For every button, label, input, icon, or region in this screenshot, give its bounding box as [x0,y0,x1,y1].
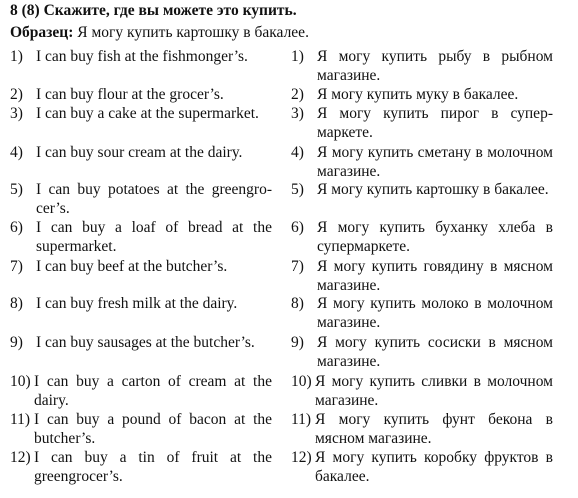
russian-item-11 [291,411,553,448]
item-number: 1) [10,48,23,65]
item-number: 4) [291,144,304,161]
item-number: 7) [291,258,304,275]
russian-item-5 [291,181,553,200]
item-number: 6) [10,219,23,236]
english-sentence: I can buy a cake at the supermarket. [36,105,259,122]
russian-item-12 [291,449,553,486]
english-sentence: I can buy flour at the grocer’s. [36,86,224,103]
item-number: 9) [10,334,23,351]
item-number: 12) [10,449,31,466]
item-number: 11) [291,411,312,428]
english-item-2 [10,86,272,105]
item-number: 7) [10,258,23,275]
russian-sentence: Я могу купить молоко в молочном магазине. [317,295,553,331]
english-item-4 [10,144,272,163]
russian-item-9 [291,334,553,371]
english-sentence: I can buy a carton of cream at the dairy. [34,373,272,409]
english-sentence: I can buy potatoes at the greengrocer’s. [36,181,272,217]
item-number: 4) [10,144,23,161]
item-number: 8) [291,295,304,312]
sample-text: Я могу купить картошку в бакалее. [77,24,309,41]
item-number: 3) [291,105,304,122]
item-number: 8) [10,295,23,312]
russian-sentence: Я могу купить сосиски в мясном магазине. [317,334,553,370]
english-item-1 [10,48,272,67]
russian-item-10 [291,373,553,410]
item-number: 6) [291,219,304,236]
english-sentence: I can buy sour cream at the dairy. [36,144,243,161]
english-item-10 [10,373,272,410]
russian-sentence: Я могу купить сливки в молочном магазине. [315,373,553,409]
russian-sentence: Я могу купить сметану в молочном магазине. [317,144,553,180]
russian-sentence: Я могу купить муку в бакалее. [317,86,519,103]
russian-item-7 [291,258,553,295]
russian-sentence: Я могу купить картошку в бакалее. [317,181,549,198]
english-sentence: I can buy fish at the fishmonger’s. [36,48,248,65]
english-sentence: I can buy a loaf of bread at the supermarket. [36,219,272,255]
english-item-8 [10,295,272,314]
english-item-5 [10,181,272,218]
russian-item-1 [291,48,553,85]
russian-sentence: Я могу купить пирог в супермаркете. [317,105,553,141]
english-sentence: I can buy sausages at the butcher’s. [36,334,255,351]
item-number: 2) [10,86,23,103]
sample-label: Образец: [10,24,74,41]
english-item-11 [10,411,272,448]
item-number: 1) [291,48,304,65]
english-item-7 [10,258,272,277]
russian-sentence: Я могу купить коробку фруктов в бакалее. [315,449,553,485]
item-number: 2) [291,86,304,103]
english-item-3 [10,105,272,124]
russian-item-3 [291,105,553,142]
russian-sentence: Я могу купить рыбу в рыбном магазине. [317,48,553,84]
english-sentence: I can buy beef at the butcher’s. [36,258,228,275]
english-sentence: I can buy a pound of bacon at the butcher’s. [34,411,272,447]
russian-sentence: Я могу купить буханку хлеба в супермаркете. [317,219,553,255]
item-number: 5) [291,181,304,198]
russian-item-8 [291,295,553,332]
russian-item-2 [291,86,553,105]
item-number: 11) [10,411,31,428]
item-number: 12) [291,449,312,466]
item-number: 10) [10,373,31,390]
item-number: 9) [291,334,304,351]
item-number: 3) [10,105,23,122]
exercise-heading: 8 (8) Скажите, где вы можете это купить. [10,2,297,19]
english-sentence: I can buy fresh milk at the dairy. [36,295,238,312]
russian-sentence: Я могу купить говядину в мясном магазине. [317,258,553,294]
russian-item-4 [291,144,553,181]
english-item-12 [10,449,272,486]
item-number: 5) [10,181,23,198]
english-sentence: I can buy a tin of fruit at the greengrocer’s. [34,449,272,485]
english-item-6 [10,219,272,256]
item-number: 10) [291,373,312,390]
russian-item-6 [291,219,553,256]
russian-sentence: Я могу купить фунт бекона в мясном магазине. [315,411,553,447]
sample-line [10,23,309,43]
english-item-9 [10,334,272,353]
